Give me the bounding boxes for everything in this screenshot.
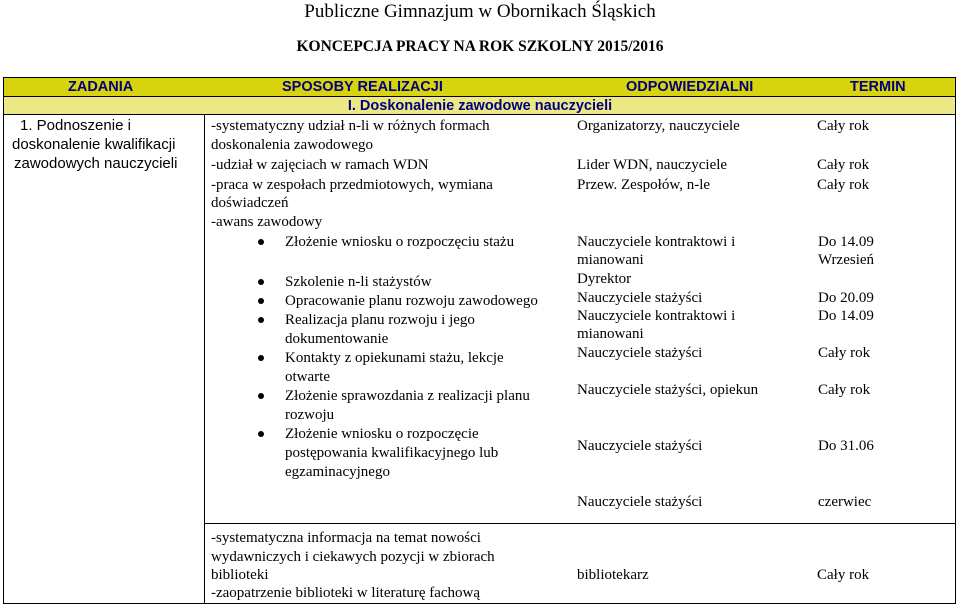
grid-line-top [3, 77, 955, 78]
row2-termin: Cały rok [817, 157, 870, 173]
awans-odp-10: Nauczyciele stażyści [577, 494, 703, 510]
awans-termin-5: Cały rok [818, 345, 871, 361]
awans-termin-4: Do 14.09 [818, 308, 874, 324]
awans-item1-line1: Złożenie wniosku o rozpoczęciu stażu [285, 234, 515, 250]
awans-odp-5: Nauczyciele kontraktowi i [577, 308, 736, 324]
col-header-zadania: ZADANIA [68, 79, 134, 95]
awans-item7-line3: egzaminacyjnego [285, 464, 390, 480]
awans-odp-2: mianowani [577, 252, 644, 268]
task-line-1: 1. Podnoszenie i [20, 117, 131, 134]
col-header-termin: TERMIN [850, 79, 906, 95]
awans-item6-line2: rozwoju [285, 407, 335, 423]
awans-odp-7: Nauczyciele stażyści [577, 345, 703, 361]
awans-termin-1: Do 14.09 [818, 234, 874, 250]
grid-line-bottom [3, 603, 955, 604]
row3-sposob-line2: doświadczeń [211, 195, 289, 211]
awans-termin-7: Do 31.06 [818, 438, 874, 454]
awans-termin-2: Wrzesień [818, 252, 875, 268]
bullet-icon [258, 239, 264, 245]
awans-termin-8: czerwiec [818, 494, 872, 510]
bib-sposob-line4: -zaopatrzenie biblioteki w literaturę fachową [211, 585, 481, 601]
bullet-icon [258, 298, 264, 304]
awans-item3-line1: Opracowanie planu rozwoju zawodowego [285, 293, 538, 309]
awans-item2-line1: Szkolenie n-li stażystów [285, 274, 432, 290]
awans-odp-8: Nauczyciele stażyści, opiekun [577, 382, 759, 398]
bib-odp: bibliotekarz [577, 567, 649, 583]
awans-odp-3: Dyrektor [577, 271, 632, 287]
bullet-icon [258, 317, 264, 323]
row3-sposob-line1: -praca w zespołach przedmiotowych, wymiana [211, 177, 493, 193]
col-header-sposoby: SPOSOBY REALIZACJI [282, 79, 443, 95]
bib-sposob-line1: -systematyczna informacja na temat nowości [211, 530, 481, 546]
awans-odp-4: Nauczyciele stażyści [577, 290, 703, 306]
awans-item4-line2: dokumentowanie [285, 331, 389, 347]
bullet-icon [258, 355, 264, 361]
awans-odp-9: Nauczyciele stażyści [577, 438, 703, 454]
awans-item5-line1: Kontakty z opiekunami stażu, lekcje [285, 350, 504, 366]
grid-line-row [204, 523, 955, 524]
bullet-icon [258, 393, 264, 399]
row2-odp: Lider WDN, nauczyciele [577, 157, 728, 173]
awans-odp-1: Nauczyciele kontraktowi i [577, 234, 736, 250]
grid-line-section [3, 114, 955, 115]
grid-line-header [3, 96, 955, 97]
grid-line-right [955, 77, 956, 604]
table-header-band [3, 78, 955, 96]
bullet-icon [258, 431, 264, 437]
awans-item5-line2: otwarte [285, 369, 330, 385]
awans-termin-6: Cały rok [818, 382, 871, 398]
row3-odp: Przew. Zespołów, n-le [577, 177, 711, 193]
row3-termin: Cały rok [817, 177, 870, 193]
awans-item7-line1: Złożenie wniosku o rozpoczęcie [285, 426, 479, 442]
school-name: Publiczne Gimnazjum w Obornikach Śląskich [304, 1, 656, 22]
row1-termin: Cały rok [817, 118, 870, 134]
awans-item7-line2: postępowania kwalifikacyjnego lub [285, 445, 499, 461]
task-line-2: doskonalenie kwalifikacji [12, 136, 176, 153]
row1-sposob-line1: -systematyczny udział n-li w różnych formach [211, 118, 490, 134]
row1-odp: Organizatorzy, nauczyciele [577, 118, 740, 134]
awans-odp-6: mianowani [577, 326, 644, 342]
task-line-3: zawodowych nauczycieli [14, 155, 178, 172]
grid-line-left [3, 77, 4, 604]
bib-termin: Cały rok [817, 567, 870, 583]
awans-termin-3: Do 20.09 [818, 290, 874, 306]
bullet-icon [258, 279, 264, 285]
section-title: I. Doskonalenie zawodowe nauczycieli [347, 98, 613, 114]
bib-sposob-line2: wydawniczych i ciekawych pozycji w zbiorach [211, 549, 495, 565]
col-header-odpowiedzialni: ODPOWIEDZIALNI [626, 79, 754, 95]
awans-item6-line1: Złożenie sprawozdania z realizacji planu [285, 388, 530, 404]
awans-item4-line1: Realizacja planu rozwoju i jego [285, 312, 475, 328]
grid-line-col1 [204, 114, 205, 604]
bib-sposob-line3: biblioteki [211, 567, 269, 583]
row2-sposob-line1: -udział w zajęciach w ramach WDN [211, 157, 429, 173]
document-title: KONCEPCJA PRACY NA ROK SZKOLNY 2015/2016 [296, 38, 664, 55]
awans-label: -awans zawodowy [211, 214, 323, 230]
row1-sposob-line2: doskonalenia zawodowego [211, 137, 374, 153]
